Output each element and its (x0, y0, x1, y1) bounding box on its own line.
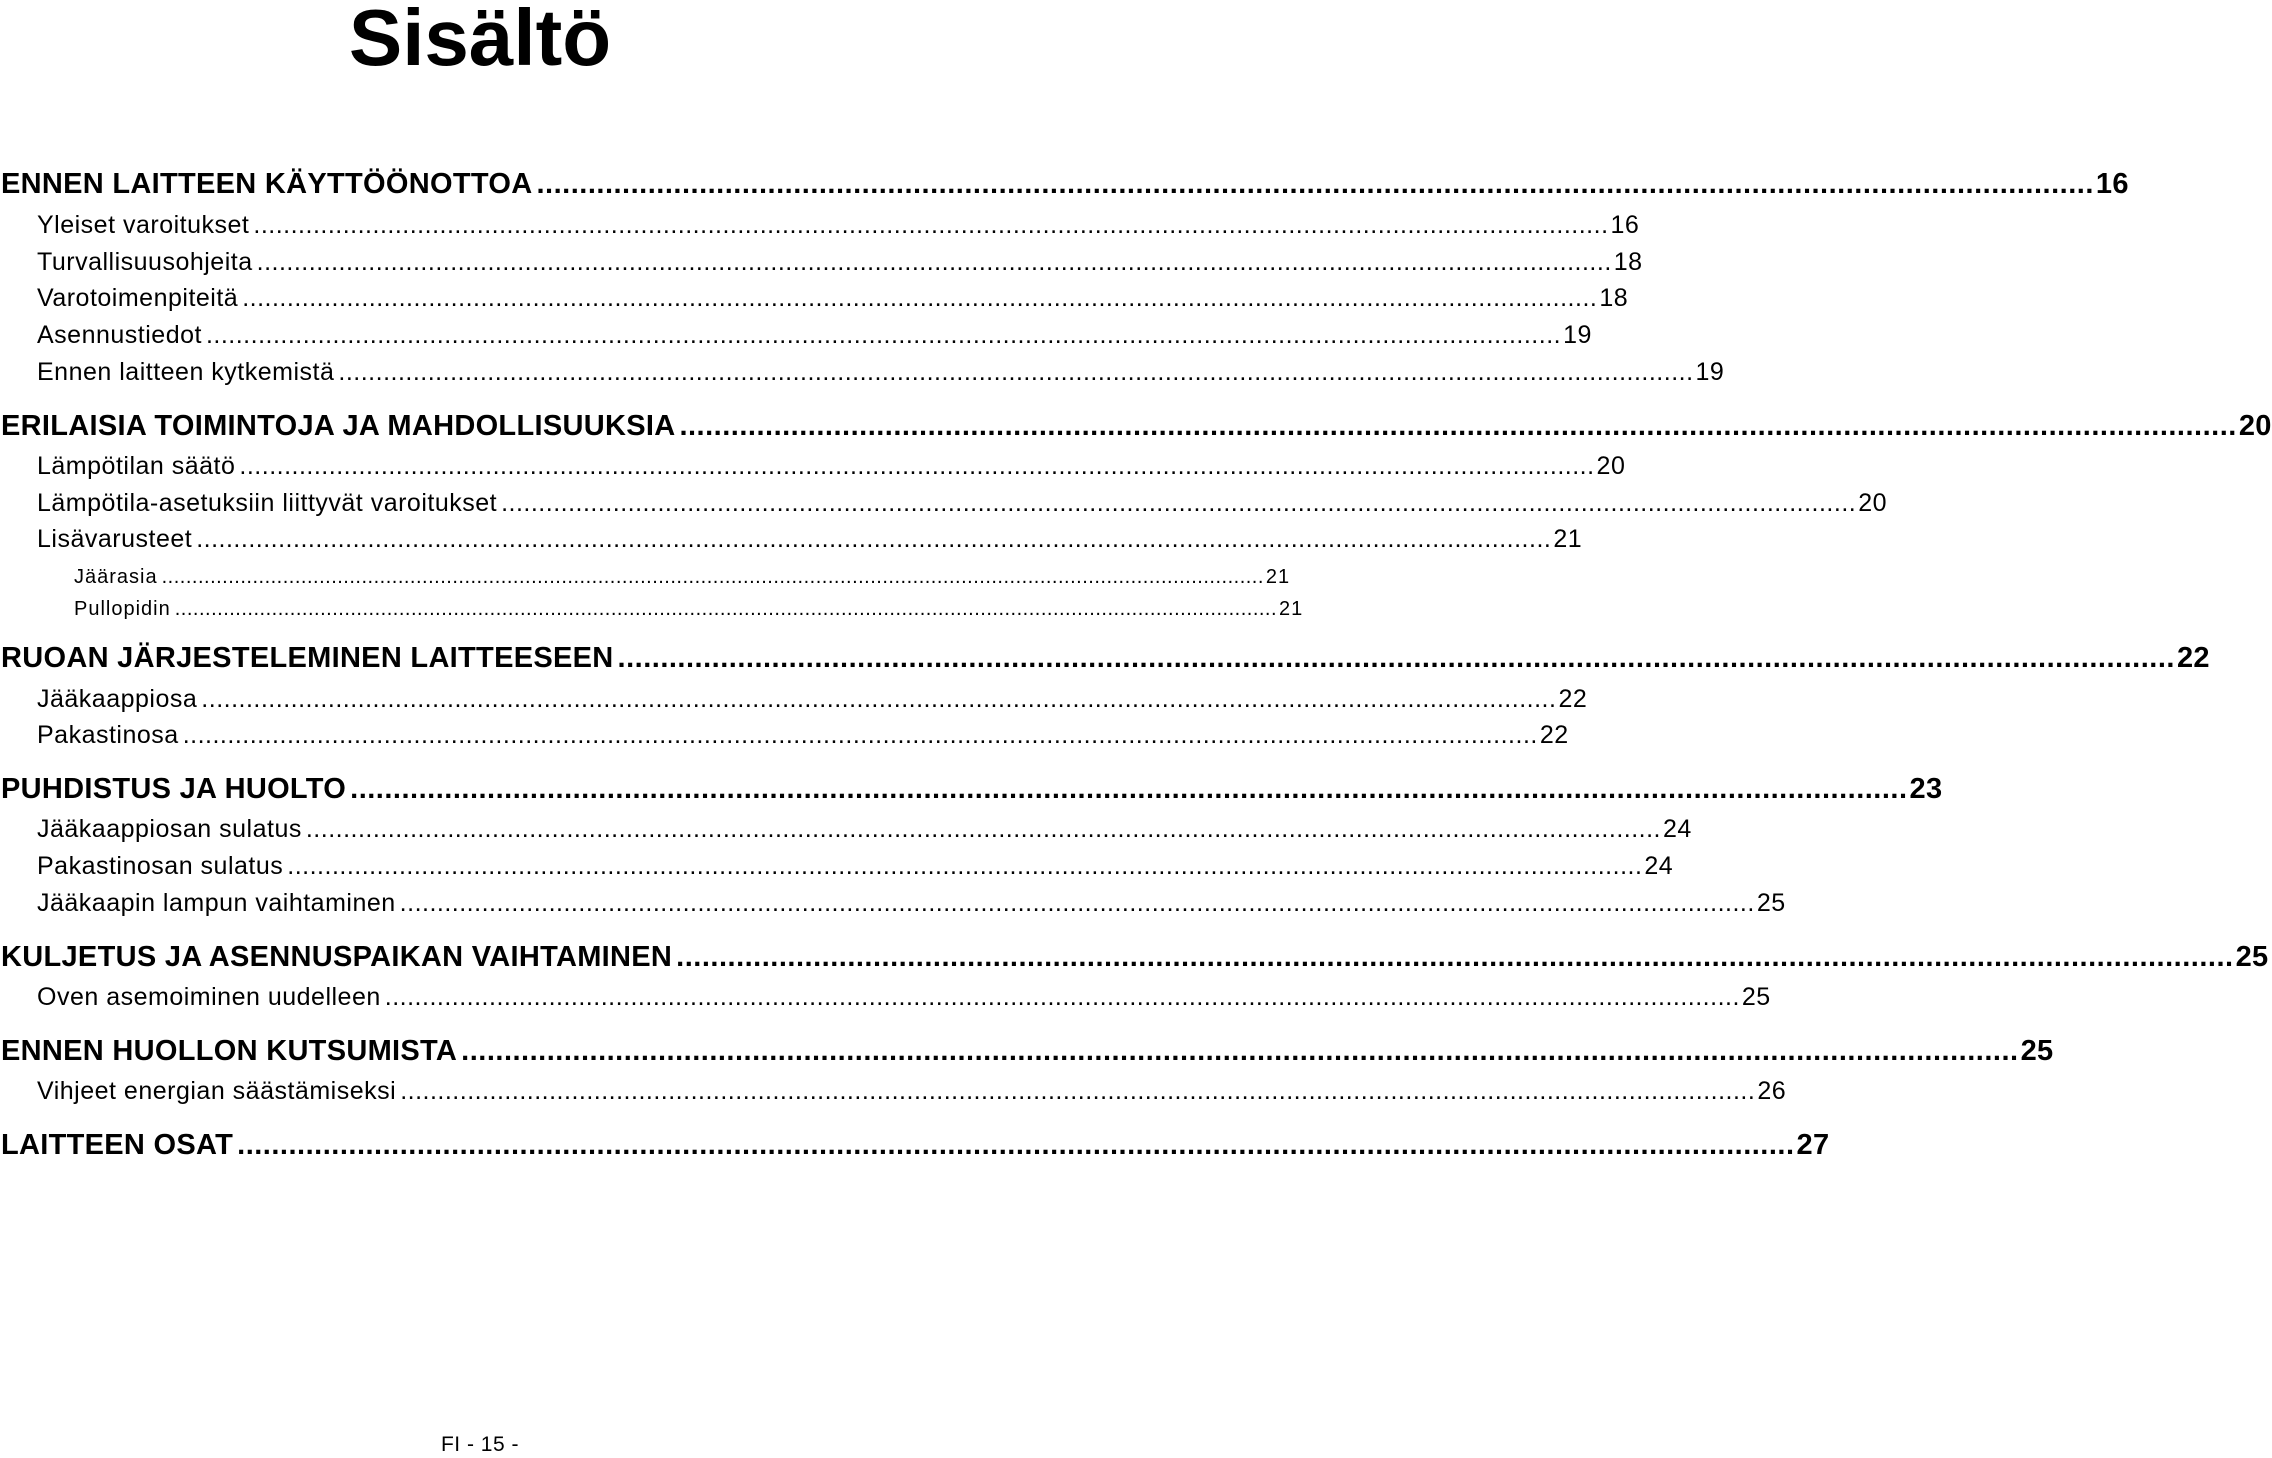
toc-page-number: 23 (1909, 773, 1943, 805)
toc-label: Yleiset varoitukset (37, 211, 250, 239)
toc-page-number: 24 (1663, 815, 1692, 843)
toc-leader: ...................................................................................................................................................................................... (384, 983, 1740, 1011)
toc-leader: ...................................................................................................................................................................................... (350, 773, 1908, 805)
page-footer: FI - 15 - (440, 1433, 519, 1456)
toc-label: Asennustiedot (37, 321, 202, 349)
toc-label: Lisävarusteet (37, 525, 193, 553)
toc-label: Pakastinosa (37, 721, 179, 749)
toc-leader: ...................................................................................................................................................................................... (461, 1035, 2019, 1067)
page-title: Sisältö (348, 0, 612, 82)
toc-page-number: 18 (1613, 248, 1643, 276)
toc-entry[interactable] (37, 211, 1640, 240)
toc-leader: ...................................................................................................................................................................................... (174, 598, 1278, 620)
toc-page-number: 19 (1563, 321, 1592, 349)
toc-page-number: 19 (1695, 358, 1725, 386)
toc-leader: ...................................................................................................................................................................................... (501, 489, 1857, 517)
toc-page-number: 16 (1610, 211, 1640, 239)
toc-label: ENNEN LAITTEEN KÄYTTÖÖNOTTOA (1, 168, 533, 200)
toc-leader: ...................................................................................................................................................................................... (196, 525, 1552, 553)
toc-label: Vihjeet energian säästämiseksi (37, 1077, 397, 1105)
toc-subentry[interactable] (74, 566, 1291, 589)
toc-label: Oven asemoiminen uudelleen (37, 983, 381, 1011)
toc-leader: ...................................................................................................................................................................................... (399, 889, 1755, 917)
toc-leader: ...................................................................................................................................................................................... (201, 685, 1557, 713)
toc-section-4[interactable] (1, 773, 1943, 806)
toc-label: Pullopidin (74, 598, 171, 620)
toc-page-number: 16 (2095, 168, 2129, 200)
toc-entry[interactable] (37, 721, 1569, 750)
toc-page-number: 21 (1279, 598, 1304, 620)
toc-page-number: 21 (1265, 566, 1291, 588)
toc-leader: ...................................................................................................................................................................................... (536, 168, 2094, 200)
toc-page-number: 26 (1757, 1077, 1787, 1105)
toc-entry[interactable] (37, 248, 1643, 277)
toc-leader: ...................................................................................................................................................................................... (253, 211, 1609, 239)
toc-page-number: 20 (1858, 489, 1888, 517)
toc-label: Lämpötilan säätö (37, 452, 236, 480)
toc-label: Turvallisuusohjeita (37, 248, 253, 276)
toc-entry[interactable] (37, 525, 1583, 554)
toc-leader: ...................................................................................................................................................................................... (400, 1077, 1756, 1105)
toc-section-7[interactable] (1, 1129, 1830, 1162)
toc-label: Jääkaappiosan sulatus (37, 815, 302, 843)
toc-entry[interactable] (37, 1077, 1787, 1106)
toc-entry[interactable] (37, 685, 1588, 714)
toc-label: Jäärasia (74, 566, 158, 588)
toc-leader: ...................................................................................................................................................................................... (338, 358, 1694, 386)
toc-page-number: 18 (1599, 284, 1629, 312)
toc-leader: ...................................................................................................................................................................................... (205, 321, 1562, 349)
toc-leader: ...................................................................................................................................................................................... (161, 566, 1264, 588)
toc-leader: ...................................................................................................................................................................................... (237, 1129, 1795, 1161)
toc-label: ERILAISIA TOIMINTOJA JA MAHDOLLISUUKSIA (1, 410, 676, 442)
toc-entry[interactable] (37, 489, 1888, 518)
toc-label: PUHDISTUS JA HUOLTO (1, 773, 347, 805)
toc-entry[interactable] (37, 284, 1629, 313)
toc-label: Jääkaappiosa (37, 685, 198, 713)
toc-entry[interactable] (37, 452, 1626, 481)
toc-entry[interactable] (37, 358, 1725, 387)
toc-label: Jääkaapin lampun vaihtaminen (37, 889, 396, 917)
toc-entry[interactable] (37, 983, 1771, 1012)
toc-entry[interactable] (37, 321, 1592, 350)
toc-label: Lämpötila-asetuksiin liittyvät varoitukset (37, 489, 498, 517)
toc-label: KULJETUS JA ASENNUSPAIKAN VAIHTAMINEN (1, 941, 673, 973)
toc-section-6[interactable] (1, 1035, 2054, 1068)
toc-page-number: 21 (1553, 525, 1583, 553)
toc-label: RUOAN JÄRJESTELEMINEN LAITTEESEEN (1, 642, 614, 674)
toc-label: Varotoimenpiteitä (37, 284, 239, 312)
toc-leader: ...................................................................................................................................................................................... (679, 410, 2237, 442)
toc-section-3[interactable] (1, 642, 2210, 675)
toc-entry[interactable] (37, 889, 1786, 918)
toc-page-number: 25 (2020, 1035, 2054, 1067)
toc-page-number: 25 (1741, 983, 1771, 1011)
toc-page-number: 20 (1596, 452, 1626, 480)
toc-page-number: 20 (2238, 410, 2272, 442)
toc-label: Pakastinosan sulatus (37, 852, 284, 880)
toc-leader: ...................................................................................................................................................................................... (305, 815, 1661, 843)
toc-page-number: 25 (2235, 941, 2269, 973)
toc-section-2[interactable] (1, 410, 2272, 443)
toc-leader: ...................................................................................................................................................................................... (182, 721, 1538, 749)
toc-label: ENNEN HUOLLON KUTSUMISTA (1, 1035, 458, 1067)
toc-leader: ...................................................................................................................................................................................... (256, 248, 1612, 276)
toc-leader: ...................................................................................................................................................................................... (239, 452, 1595, 480)
toc-page-number: 25 (1756, 889, 1786, 917)
toc-entry[interactable] (37, 815, 1692, 844)
toc-page-number: 22 (1539, 721, 1569, 749)
toc-section-1[interactable] (1, 168, 2129, 201)
toc-label: LAITTEEN OSAT (1, 1129, 234, 1161)
toc-leader: ...................................................................................................................................................................................... (287, 852, 1643, 880)
toc-page-number: 22 (2176, 642, 2210, 674)
toc-leader: ...................................................................................................................................................................................... (617, 642, 2175, 674)
toc-section-5[interactable] (1, 941, 2269, 974)
toc-page-number: 27 (1796, 1129, 1830, 1161)
toc-subentry[interactable] (74, 598, 1304, 621)
toc-leader: ...................................................................................................................................................................................... (676, 941, 2234, 973)
toc-page-number: 22 (1558, 685, 1588, 713)
toc-entry[interactable] (37, 852, 1674, 881)
toc-leader: ...................................................................................................................................................................................... (242, 284, 1598, 312)
toc-page-number: 24 (1644, 852, 1674, 880)
toc-label: Ennen laitteen kytkemistä (37, 358, 335, 386)
